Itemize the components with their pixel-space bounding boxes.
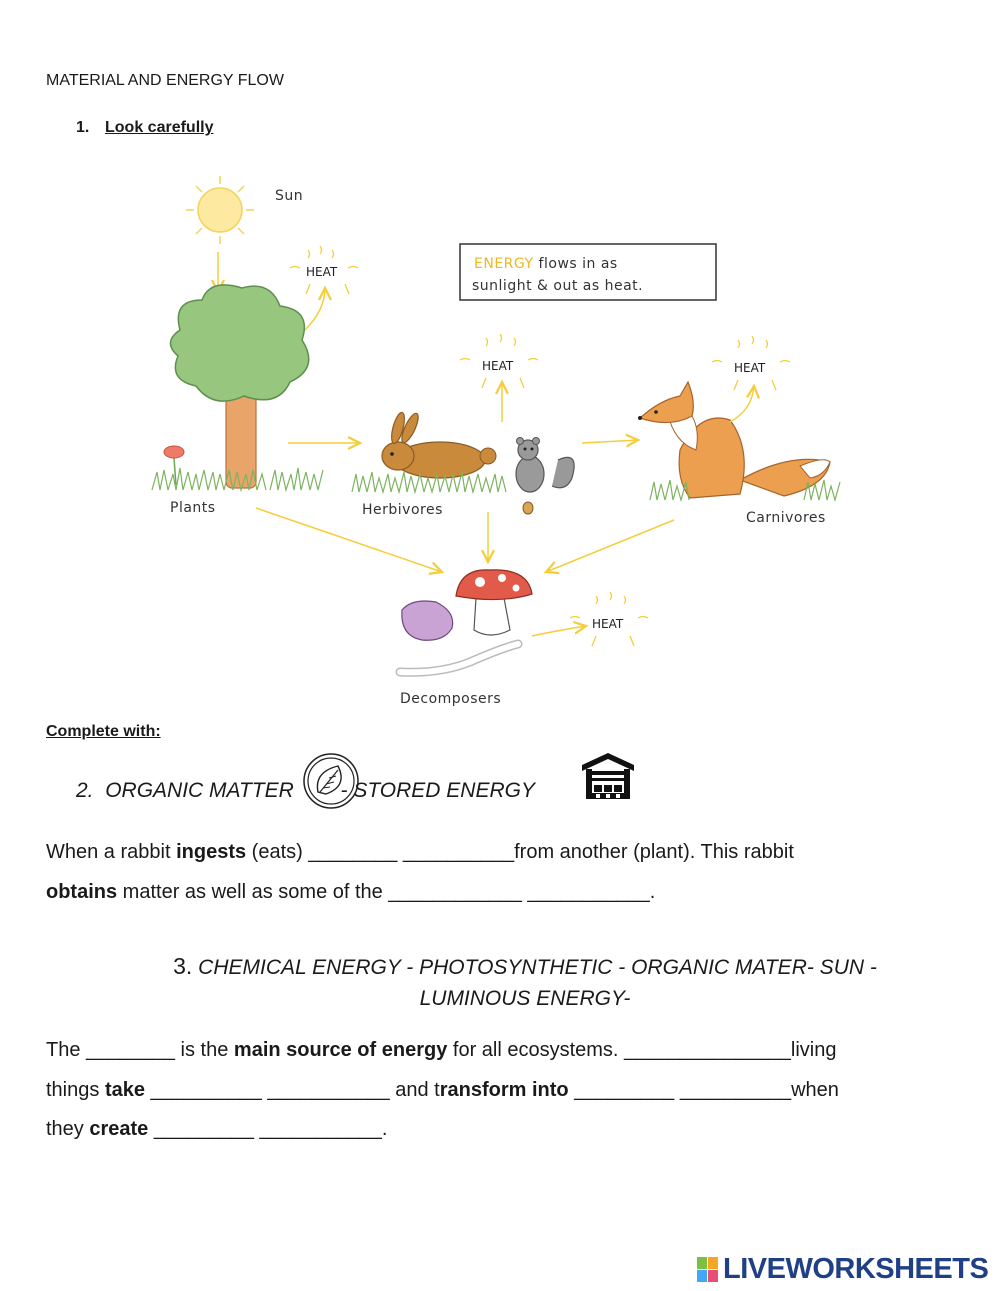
energy-note-line-2: sunlight & out as heat. [472,278,644,294]
energy-word: ENERGY [474,256,534,272]
p2-text-2: (eats) ________ __________from another (plant). This rabbit [246,841,794,863]
p3-text-7: _________ ___________. [148,1118,388,1140]
question-3-paragraph [46,1031,956,1150]
squirrel-icon [516,438,574,493]
arrow-herbivores-carnivores [582,440,638,443]
plants-label: Plants [170,500,216,516]
acorn-icon [523,502,533,514]
warehouse-icon [580,751,636,801]
worm-icon [400,644,518,672]
energy-note-rest: flows in as [533,256,618,272]
term-stored-energy: STORED ENERGY [353,779,535,802]
p2-bold-ingests: ingests [176,841,247,863]
heat-label-carnivores: HEAT [734,361,766,375]
question-2-number: 2. [76,779,94,802]
fox-icon [638,382,830,498]
question-3-terms [110,951,940,1014]
heat-label-plants: HEAT [306,265,338,279]
liveworksheets-logo-icon [697,1257,719,1283]
energy-note-line-1 [474,256,618,272]
p3-text-3: things [46,1078,105,1101]
heat-arrow-carnivores [730,386,754,422]
p3-text-6: they [46,1118,90,1140]
leaf-icon [302,752,360,810]
p2-bold-obtains: obtains [46,880,118,903]
question-3-number: 3. [173,953,193,979]
question-3-terms-line-1: CHEMICAL ENERGY - PHOTOSYNTHETIC - ORGANIC MATER- SUN - [198,956,877,979]
mushroom-icon [456,570,532,635]
liveworksheets-logo-text: LIVEWORKSHEETS [723,1253,989,1285]
p2-text-1: When a rabbit [46,841,177,863]
question-1-number: 1. [76,119,90,136]
p3-text-5: _________ __________when [568,1078,839,1101]
term-separator: - [334,779,354,802]
sun-label: Sun [275,188,304,204]
tree-icon [170,285,308,488]
heat-label-decomposers: HEAT [592,617,624,631]
carnivores-label: Carnivores [746,510,826,526]
document-title: MATERIAL AND ENERGY FLOW [46,72,284,89]
p3-bold-create: create [89,1118,149,1140]
p3-text-2: for all ecosystems. _______________living [447,1039,837,1061]
p3-bold-transform: ransform into [439,1078,569,1101]
heat-label-herbivores: HEAT [482,359,514,373]
p3-bold-take: take [104,1078,145,1101]
heat-arrow-plants [305,288,325,330]
question-1-label: Look carefully [105,119,214,136]
energy-flow-diagram [140,160,860,720]
question-2-paragraph [46,833,956,912]
complete-with-heading: Complete with: [46,723,161,740]
sun-icon [186,176,254,244]
arrow-carnivores-decomposers [546,520,674,572]
p3-text-4: __________ ___________ and t [144,1078,440,1101]
question-1-heading [76,119,213,137]
bacterium-icon [402,601,453,640]
herbivores-label: Herbivores [362,502,443,518]
rabbit-icon [382,411,496,478]
term-organic-matter: ORGANIC MATTER [105,779,294,802]
p2-text-3: matter as well as some of the ____________ ___________. [117,880,656,903]
p3-bold-main-source: main source of energy [233,1039,448,1061]
liveworksheets-logo[interactable] [697,1253,988,1286]
p3-text-1: The ________ is the [46,1039,234,1061]
question-3-terms-line-2: LUMINOUS ENERGY- [419,987,631,1010]
decomposers-label: Decomposers [400,691,502,707]
heat-arrow-decomposers [532,626,586,636]
